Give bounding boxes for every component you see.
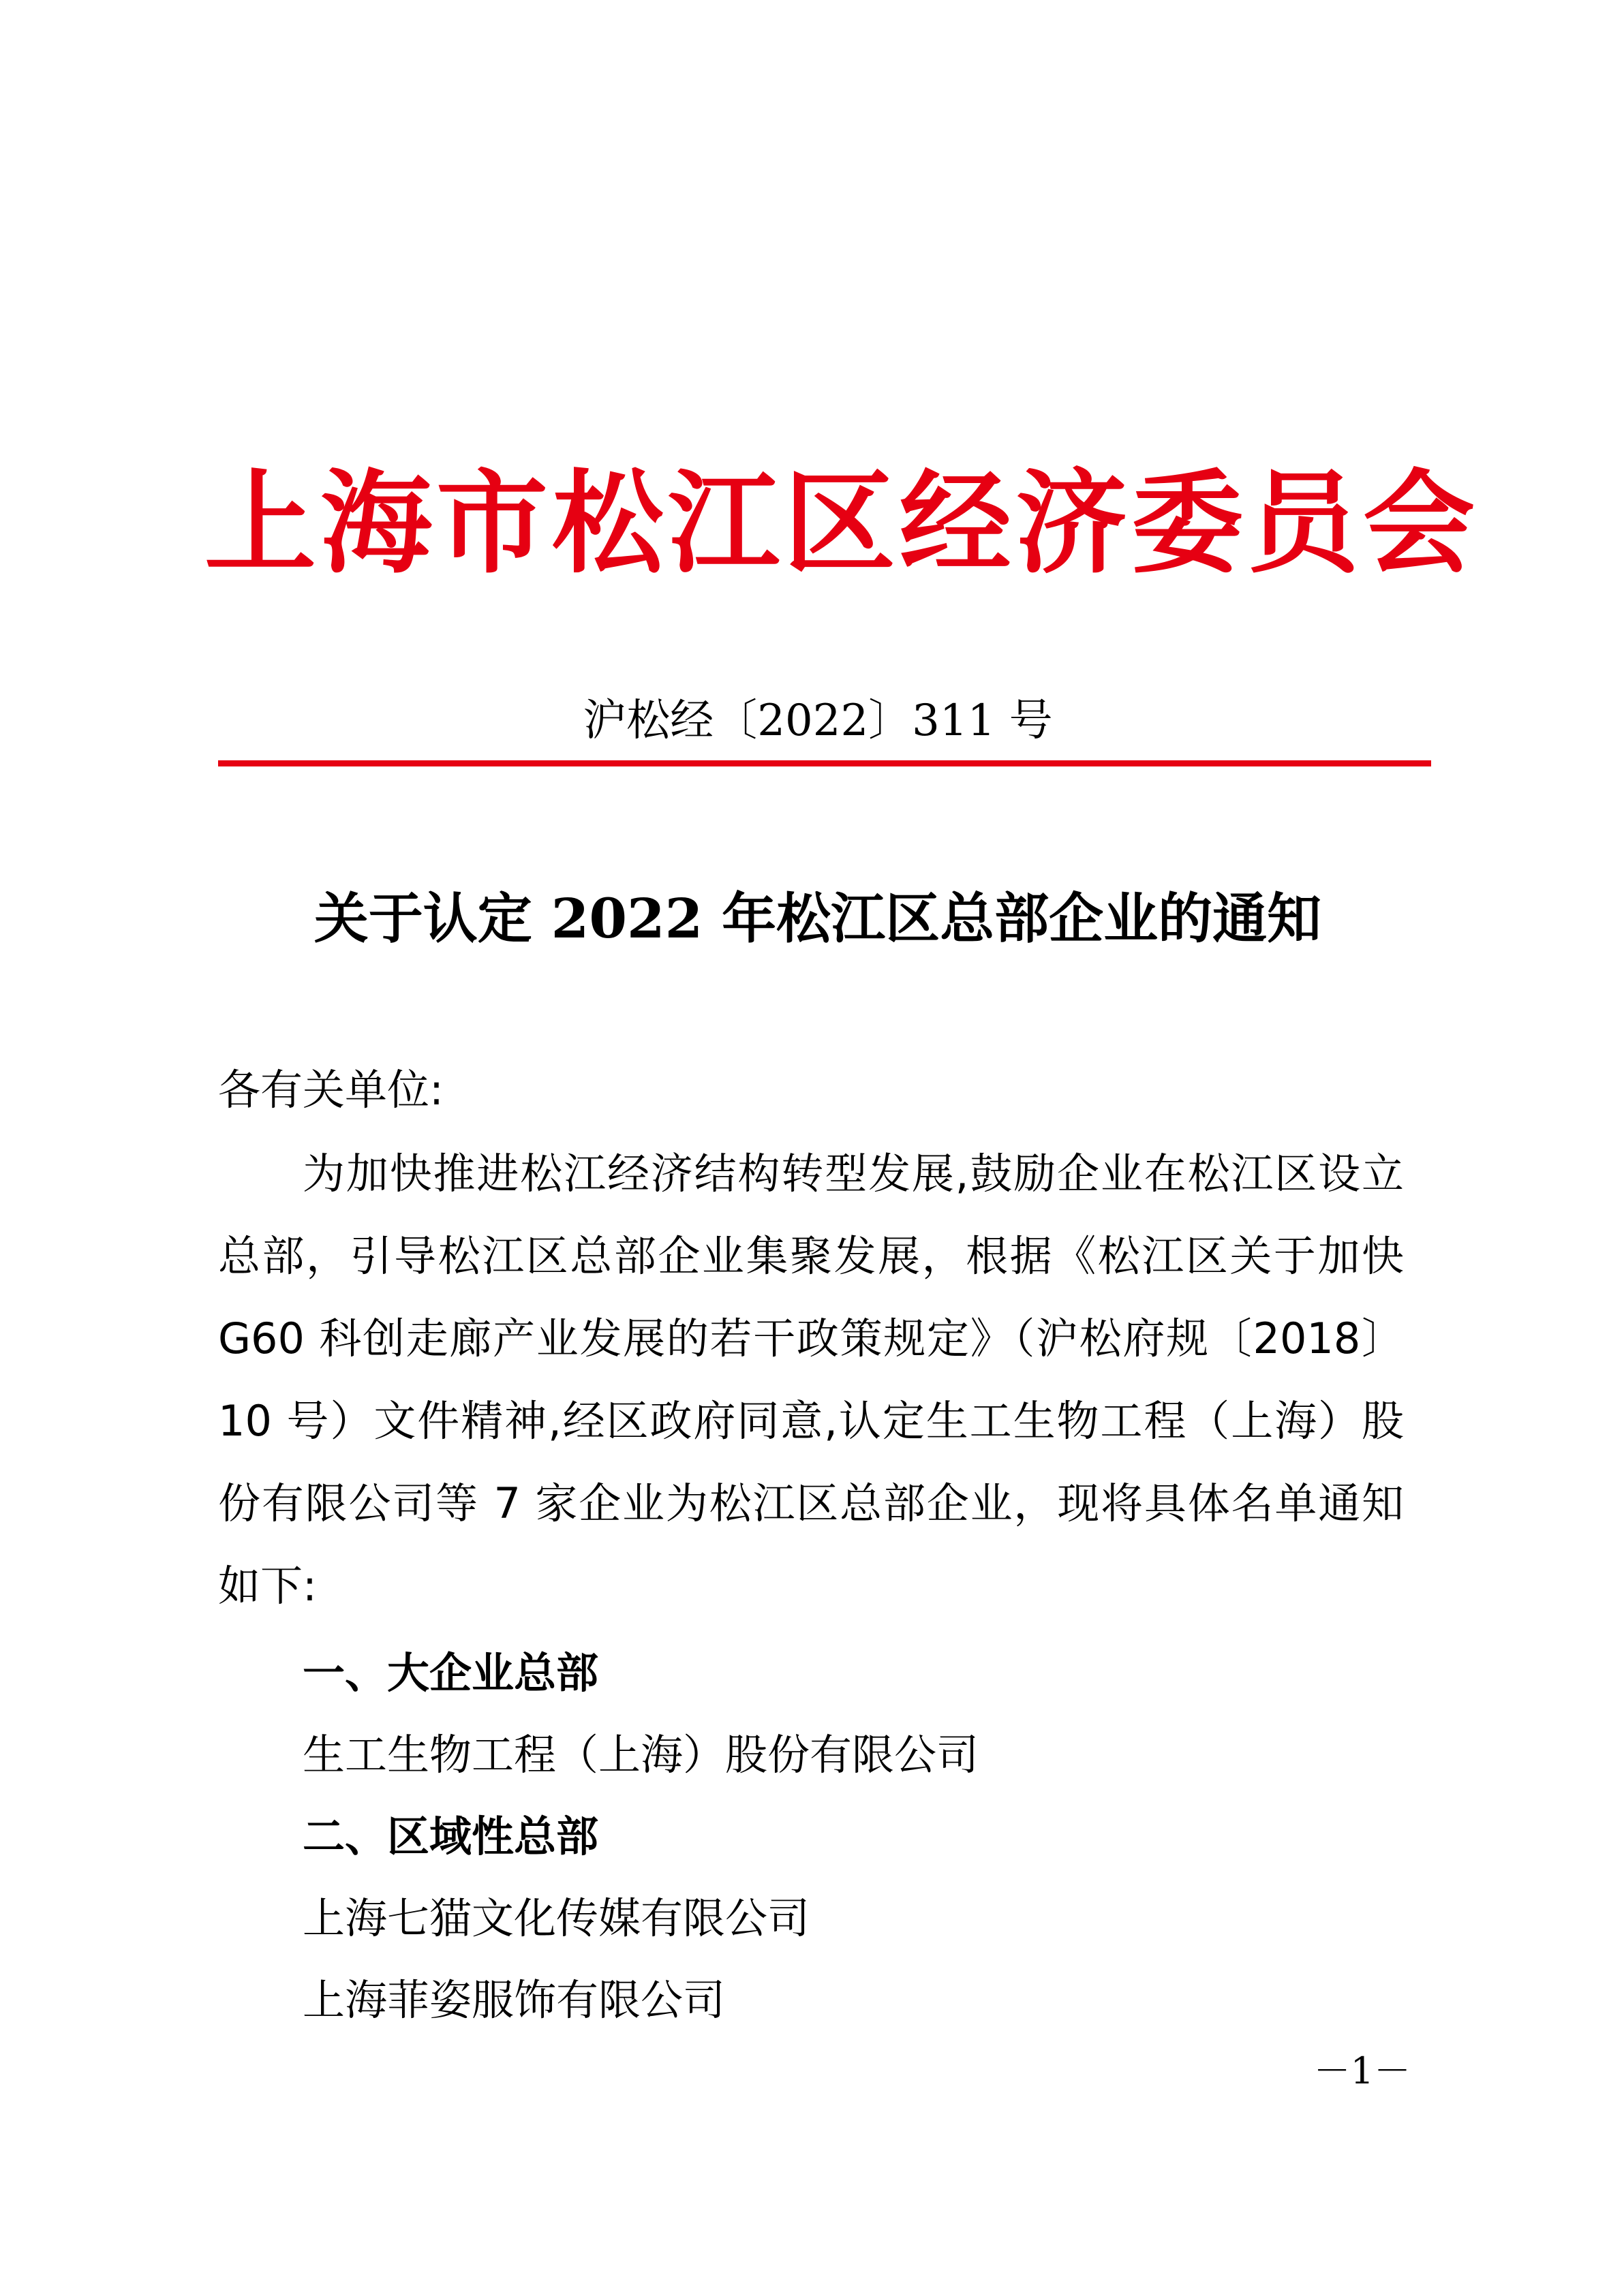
document-title: 关于认定 2022 年松江区总部企业的通知 [313,886,1322,950]
red-divider-line [218,760,1431,766]
salutation: 各有关单位: [218,1065,444,1115]
company-item: 上海七猫文化传媒有限公司 [303,1893,810,1943]
document-number: 沪松经〔2022〕311 号 [583,696,1053,746]
section-heading-large-enterprise: 一、大企业总部 [303,1648,599,1698]
company-item: 上海菲姿服饰有限公司 [303,1975,726,2025]
body-paragraph: 为加快推进松江经济结构转型发展,鼓励企业在松江区设立总部，引导松江区总部企业集聚发展，根据《松江区关于加快 G60 科创走廊产业发展的若干政策规定》（沪松府规〔2018〕10 号）文件精神,经区政府同意,认定生工生物工程（上海）股份有限公司等 7 家企业为松江区总部企业，现将具体名单通知如下: [218,1149,1404,1611]
page-number: －1－ [1313,2049,1411,2092]
section-heading-regional: 二、区域性总部 [303,1812,599,1861]
company-item: 生工生物工程（上海）股份有限公司 [303,1730,979,1780]
issuer-masthead: 上海市松江区经济委员会 [204,457,1480,589]
